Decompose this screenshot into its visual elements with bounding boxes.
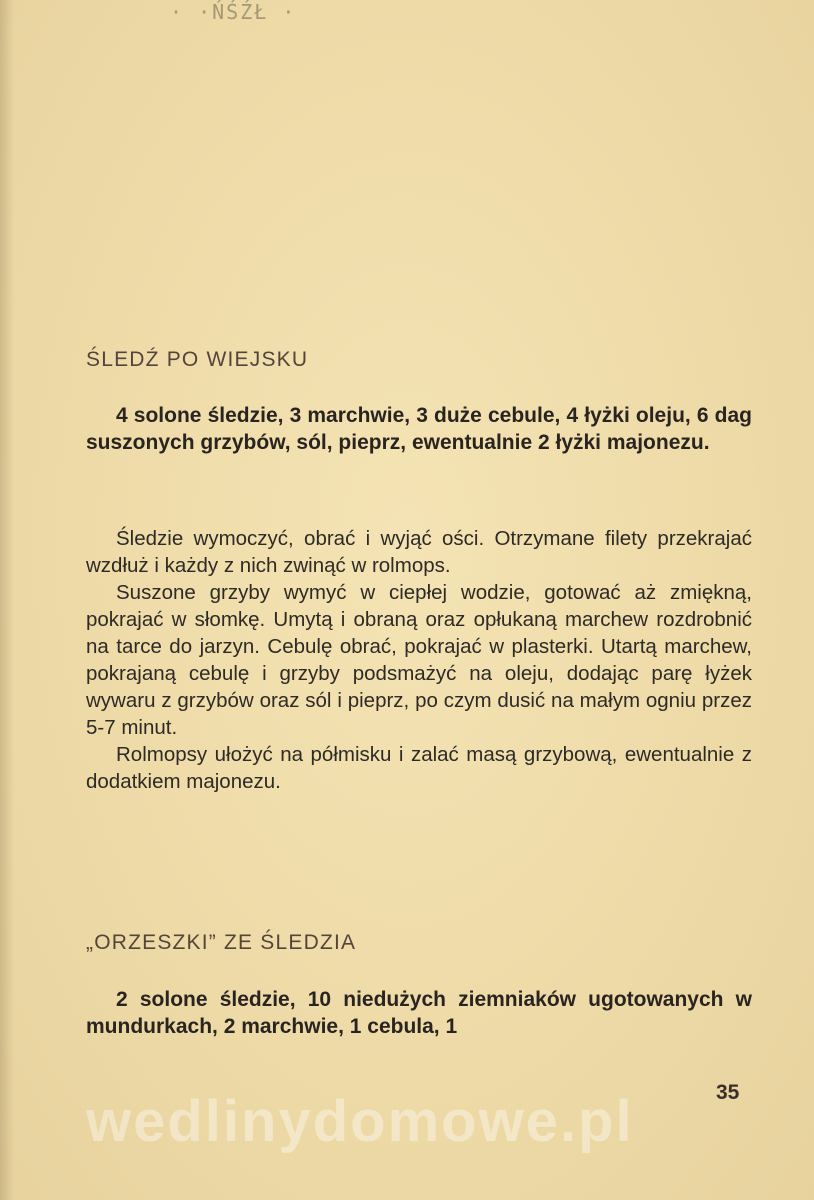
page-edge-shadow <box>0 0 14 1200</box>
page-number: 35 <box>716 1081 740 1104</box>
instruction-paragraph: Suszone grzyby wymyć w ciepłej wodzie, gotować aż zmiękną, pokrajać w słomkę. Umytą i obraną oraz opłukaną marchew rozdrobnić na tarce do jarzyn. Cebulę obrać, pokrajać w plasterki. Utartą marchew, pokrajaną cebulę i grzyby podsmażyć na oleju, dodając parę łyżek wywaru z grzybów oraz sól i pieprz, po czym dusić na małym ogniu przez 5-7 minut. <box>86 581 752 739</box>
instruction-paragraph: Rolmopsy ułożyć na półmisku i zalać masą grzybową, ewentualnie z dodatkiem majonezu. <box>86 743 752 793</box>
bleed-through-text: · ·ŃŚŹŁ · <box>170 0 297 24</box>
watermark: wedlinydomowe.pl <box>86 1089 634 1154</box>
recipe-instructions <box>86 525 752 795</box>
recipe-title: ŚLEDŹ PO WIEJSKU <box>86 348 309 371</box>
instruction-paragraph: Śledzie wymoczyć, obrać i wyjąć ości. Otrzymane filety przekrajać wzdłuż i każdy z nich zwinąć w rolmops. <box>86 527 752 577</box>
recipe-ingredients: 4 solone śledzie, 3 marchwie, 3 duże cebule, 4 łyżki oleju, 6 dag suszonych grzybów, sól, pieprz, ewentualnie 2 łyżki majonezu. <box>86 404 752 454</box>
recipe-ingredients: 2 solone śledzie, 10 niedużych ziemniaków ugotowanych w mundurkach, 2 marchwie, 1 cebula, 1 <box>86 988 752 1038</box>
recipe-title: „ORZESZKI” ZE ŚLEDZIA <box>86 931 357 954</box>
